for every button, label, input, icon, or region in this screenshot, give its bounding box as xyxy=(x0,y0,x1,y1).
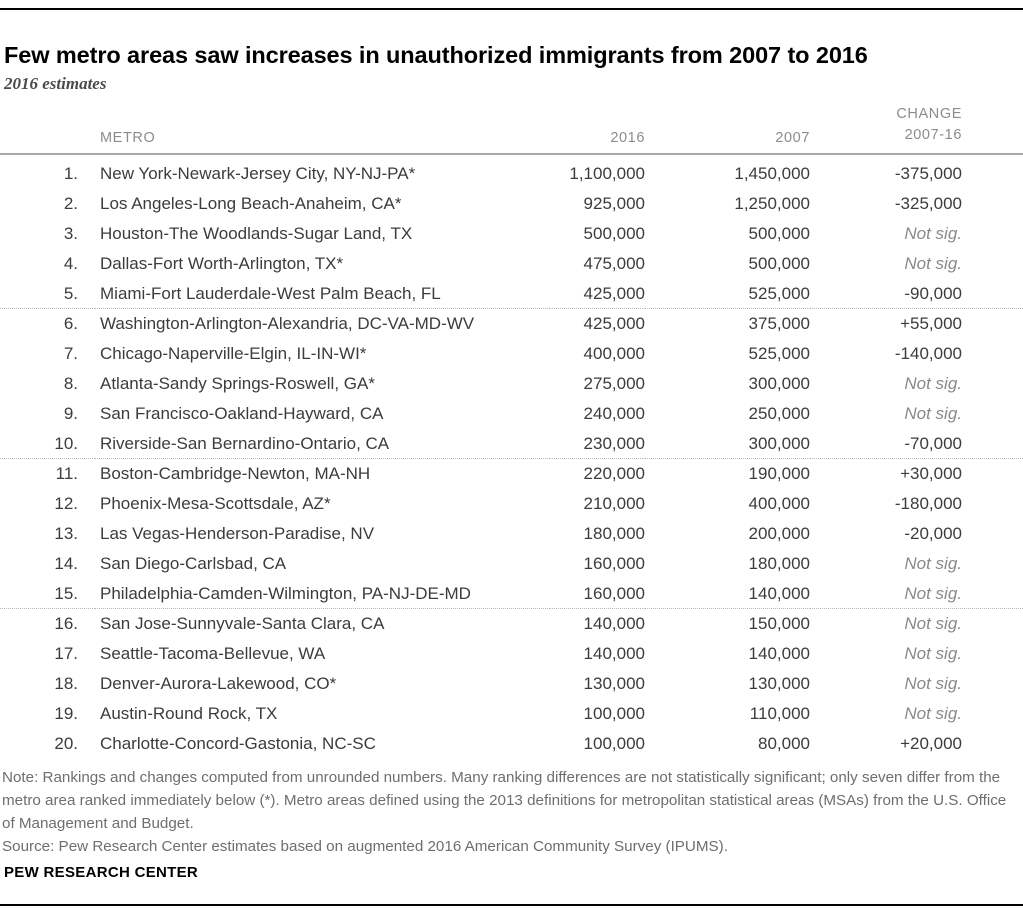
cell-rank: 11. xyxy=(55,464,78,484)
cell-2007: 525,000 xyxy=(748,344,810,364)
cell-2007: 130,000 xyxy=(748,673,810,693)
cell-change: Not sig. xyxy=(904,644,962,664)
cell-2016: 100,000 xyxy=(583,733,645,753)
cell-rank: 15. xyxy=(0,578,95,608)
cell-2007: 200,000 xyxy=(748,523,810,543)
table-row xyxy=(0,369,1023,399)
cell-rank: 4. xyxy=(63,253,78,273)
notes-block xyxy=(2,766,1016,858)
cell-change: Not sig. xyxy=(904,403,962,423)
cell-metro: Miami-Fort Lauderdale-West Palm Beach, FL xyxy=(95,278,550,308)
cell-change: Not sig. xyxy=(810,578,1023,608)
cell-change: -325,000 xyxy=(894,194,962,214)
cell-2016: 275,000 xyxy=(583,374,645,393)
note-text: Note: Rankings and changes computed from unrounded numbers. Many ranking differences are not statistically significant; only seven differ from the metro area ranked immediately below (*). Metro areas defined using the 2013 definitions for metropolitan statistical areas (MSAs) from the U.S. Office of Management and Budget. xyxy=(2,769,1007,833)
cell-2016: 130,000 xyxy=(583,673,645,693)
cell-2016: 140,000 xyxy=(583,614,645,634)
cell-2016: 425,000 xyxy=(583,314,645,334)
cell-2007: 110,000 xyxy=(749,703,810,723)
cell-metro: Houston-The Woodlands-Sugar Land, TX xyxy=(100,224,413,244)
metro-data-table xyxy=(0,104,1023,758)
table-row xyxy=(0,339,1023,369)
cell-2007: 1,250,000 xyxy=(734,194,810,214)
cell-2007: 1,450,000 xyxy=(734,164,810,184)
cell-metro: Charlotte-Concord-Gastonia, NC-SC xyxy=(100,733,376,753)
cell-2007: 190,000 xyxy=(748,464,810,484)
cell-2007: 300,000 xyxy=(645,428,810,458)
cell-metro: New York-Newark-Jersey City, NY-NJ-PA* xyxy=(100,164,416,184)
table-row xyxy=(0,219,1023,249)
column-header-rank xyxy=(0,104,95,154)
column-header-change-line1: CHANGE xyxy=(896,106,962,122)
cell-2016: 160,000 xyxy=(550,578,645,608)
cell-2016: 925,000 xyxy=(583,194,645,214)
cell-change: +55,000 xyxy=(900,314,962,334)
cell-metro: San Diego-Carlsbad, CA xyxy=(100,553,287,573)
column-header-2007: 2007 xyxy=(645,104,810,154)
page-title: Few metro areas saw increases in unauthorized immigrants from 2007 to 2016 xyxy=(4,41,868,68)
cell-change: Not sig. xyxy=(904,253,962,273)
table-row xyxy=(0,398,1023,428)
cell-rank: 5. xyxy=(0,278,95,308)
cell-metro: San Jose-Sunnyvale-Santa Clara, CA xyxy=(100,614,385,634)
footer-brand: PEW RESEARCH CENTER xyxy=(4,864,199,881)
cell-2016: 160,000 xyxy=(583,553,645,573)
cell-2016: 1,100,000 xyxy=(569,164,645,184)
cell-metro: Washington-Arlington-Alexandria, DC-VA-MD-WV xyxy=(100,314,475,334)
cell-rank: 17. xyxy=(54,644,78,664)
table-row xyxy=(0,248,1023,278)
cell-change: -20,000 xyxy=(904,523,962,543)
cell-change: -70,000 xyxy=(810,428,1023,458)
cell-2016: 180,000 xyxy=(583,523,645,543)
cell-change: Not sig. xyxy=(904,224,962,244)
table-row xyxy=(0,669,1023,699)
cell-2016: 425,000 xyxy=(550,278,645,308)
cell-2007: 180,000 xyxy=(748,553,810,573)
column-header-2016: 2016 xyxy=(550,104,645,154)
cell-2016: 100,000 xyxy=(583,703,645,723)
cell-rank: 20. xyxy=(54,733,78,753)
bottom-rule xyxy=(0,904,1023,906)
column-header-metro: METRO xyxy=(95,104,550,154)
cell-2007: 140,000 xyxy=(645,578,810,608)
cell-2007: 140,000 xyxy=(748,644,810,664)
cell-2007: 525,000 xyxy=(645,278,810,308)
table-row xyxy=(0,489,1023,519)
table-row xyxy=(0,154,1023,189)
cell-metro: Dallas-Fort Worth-Arlington, TX* xyxy=(100,253,344,273)
page-subtitle: 2016 estimates xyxy=(4,74,107,93)
cell-metro: Los Angeles-Long Beach-Anaheim, CA* xyxy=(100,194,402,214)
cell-rank: 8. xyxy=(63,374,78,393)
table-row xyxy=(0,639,1023,669)
column-header-change xyxy=(810,104,1023,154)
cell-2007: 80,000 xyxy=(758,733,810,753)
table-row xyxy=(0,309,1023,339)
cell-change: Not sig. xyxy=(904,614,962,634)
cell-change: -180,000 xyxy=(894,494,962,514)
cell-2016: 500,000 xyxy=(583,224,645,244)
cell-metro: Phoenix-Mesa-Scottsdale, AZ* xyxy=(100,494,331,514)
column-header-change-line2: 2007-16 xyxy=(904,127,962,144)
source-text: Source: Pew Research Center estimates based on augmented 2016 American Community Survey (IPUMS). xyxy=(2,838,728,856)
table-body xyxy=(0,154,1023,758)
cell-rank: 3. xyxy=(63,224,78,244)
cell-2007: 400,000 xyxy=(748,494,810,514)
cell-rank: 7. xyxy=(63,344,78,364)
cell-rank: 14. xyxy=(54,553,78,573)
cell-change: Not sig. xyxy=(904,703,962,723)
table-row xyxy=(0,728,1023,758)
cell-2016: 140,000 xyxy=(583,644,645,664)
cell-rank: 1. xyxy=(63,164,78,184)
cell-2016: 475,000 xyxy=(583,253,645,273)
cell-2007: 500,000 xyxy=(748,253,810,273)
cell-metro: San Francisco-Oakland-Hayward, CA xyxy=(100,403,384,423)
cell-rank: 9. xyxy=(63,403,78,423)
table-row xyxy=(0,459,1023,489)
table-row xyxy=(0,519,1023,549)
cell-change: Not sig. xyxy=(904,374,962,393)
cell-metro: Atlanta-Sandy Springs-Roswell, GA* xyxy=(100,374,375,393)
cell-rank: 13. xyxy=(54,523,78,543)
cell-2016: 230,000 xyxy=(550,428,645,458)
cell-metro: Las Vegas-Henderson-Paradise, NV xyxy=(100,523,375,543)
table-row xyxy=(0,278,1023,308)
cell-metro: Austin-Round Rock, TX xyxy=(100,703,278,723)
cell-rank: 16. xyxy=(54,614,78,634)
cell-metro: Riverside-San Bernardino-Ontario, CA xyxy=(95,428,550,458)
table-header xyxy=(0,104,1023,154)
cell-rank: 12. xyxy=(54,494,78,514)
cell-change: -140,000 xyxy=(894,344,962,364)
cell-rank: 6. xyxy=(63,314,78,334)
cell-metro: Philadelphia-Camden-Wilmington, PA-NJ-DE-MD xyxy=(95,578,550,608)
table-row xyxy=(0,698,1023,728)
table-row xyxy=(0,428,1023,458)
cell-2016: 240,000 xyxy=(583,403,645,423)
cell-2007: 250,000 xyxy=(748,403,810,423)
cell-change: Not sig. xyxy=(904,673,962,693)
cell-change: -375,000 xyxy=(894,164,962,184)
table-row xyxy=(0,578,1023,608)
cell-metro: Denver-Aurora-Lakewood, CO* xyxy=(100,673,337,693)
table-row xyxy=(0,189,1023,219)
cell-2007: 300,000 xyxy=(748,374,810,393)
table-header-row xyxy=(0,104,1023,154)
cell-2007: 375,000 xyxy=(748,314,810,334)
cell-rank: 18. xyxy=(54,673,78,693)
cell-2007: 150,000 xyxy=(748,614,810,634)
table-row xyxy=(0,548,1023,578)
cell-change: +20,000 xyxy=(900,733,962,753)
cell-change: -90,000 xyxy=(810,278,1023,308)
cell-change: Not sig. xyxy=(904,553,962,573)
cell-change: +30,000 xyxy=(900,464,962,484)
cell-2007: 500,000 xyxy=(748,224,810,244)
top-rule xyxy=(0,8,1023,10)
cell-metro: Boston-Cambridge-Newton, MA-NH xyxy=(100,464,371,484)
cell-2016: 220,000 xyxy=(583,464,645,484)
cell-2016: 400,000 xyxy=(583,344,645,364)
cell-rank: 2. xyxy=(63,194,78,214)
cell-rank: 10. xyxy=(0,428,95,458)
cell-metro: Seattle-Tacoma-Bellevue, WA xyxy=(100,644,326,664)
cell-metro: Chicago-Naperville-Elgin, IL-IN-WI* xyxy=(100,344,367,364)
table-row xyxy=(0,608,1023,638)
cell-2016: 210,000 xyxy=(583,494,645,514)
cell-rank: 19. xyxy=(54,703,78,723)
